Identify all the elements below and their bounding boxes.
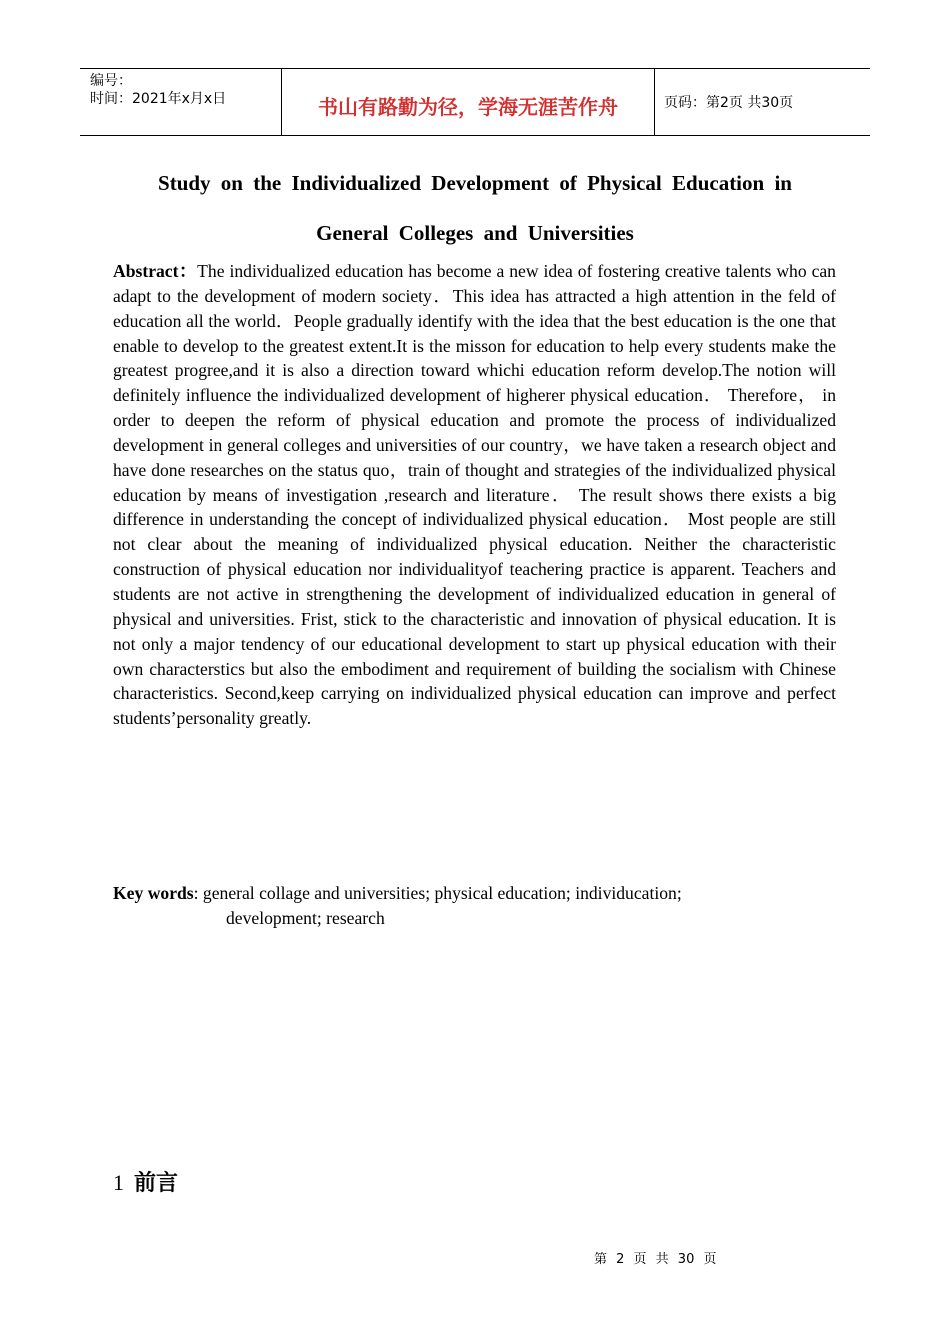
title-line-1: Study on the Individualized Development of Physical Education in (158, 171, 792, 195)
motto-text: 书山有路勤为径，学海无涯苦作舟 (318, 94, 618, 119)
header-page-info (655, 69, 870, 135)
header-motto (281, 69, 655, 135)
keywords-label: Key words (113, 883, 194, 903)
header-meta (80, 69, 281, 135)
keywords-line-1: : general collage and universities; physical education; individucation; (193, 883, 682, 903)
page-header (80, 68, 870, 136)
time-label: 时间：2021年x月x日 (90, 91, 227, 107)
page-footer: 第 2 页 共 30 页 (594, 1252, 717, 1267)
abstract-text: The individualized education has become a new idea of fostering creative talents who can adapt to the development of modern society．This idea has attracted a high attention in the feld of education all the world．People gradually identify with the idea that the best education is the one that enable to develop to the greatest extent.It is the misson for education to help every students make the greatest progree,and it is also a direction toward whichi education reform develop.The notion will definitely influence the individualized development of higherer physical education． Therefore， in order to deepen the reform of physical education and promote the process of individualized development in general colleges and universities of our country，we have taken a research object and have done researches on the status quo，train of thought and strategies of the individualized physical education by means of investigation ,research and literature． The result shows there exists a big difference in understanding the concept of individualized physical education． Most people are still not clear about the meaning of individualized physical education. Neither the characteristic construction of physical education nor individualityof teachering practice is apparent. Teachers and students are not active in strengthening the development of individualized education in general of physical and universities. Frist, stick to the characteristic and innovation of physical education. It is not only a major tendency of our educational development to start up physical education with their own characterstics but also the embodiment and requirement of building the socialism with Chinese characteristics. Second,keep carrying on individualized physical education can improve and perfect students’personality greatly. (113, 261, 836, 729)
page-info-text: 页码：第2页 共30页 (664, 95, 794, 111)
title-line-2: General Colleges and Universities (316, 221, 634, 245)
section-title: 前言 (134, 1171, 179, 1196)
abstract-paragraph (113, 259, 836, 731)
keywords-block (113, 881, 836, 931)
serial-label: 编号： (90, 73, 132, 89)
abstract-label: Abstract： (113, 261, 198, 281)
keywords-line-2: development; research (226, 908, 385, 928)
section-heading (113, 1166, 178, 1197)
section-number: 1 (113, 1170, 124, 1195)
